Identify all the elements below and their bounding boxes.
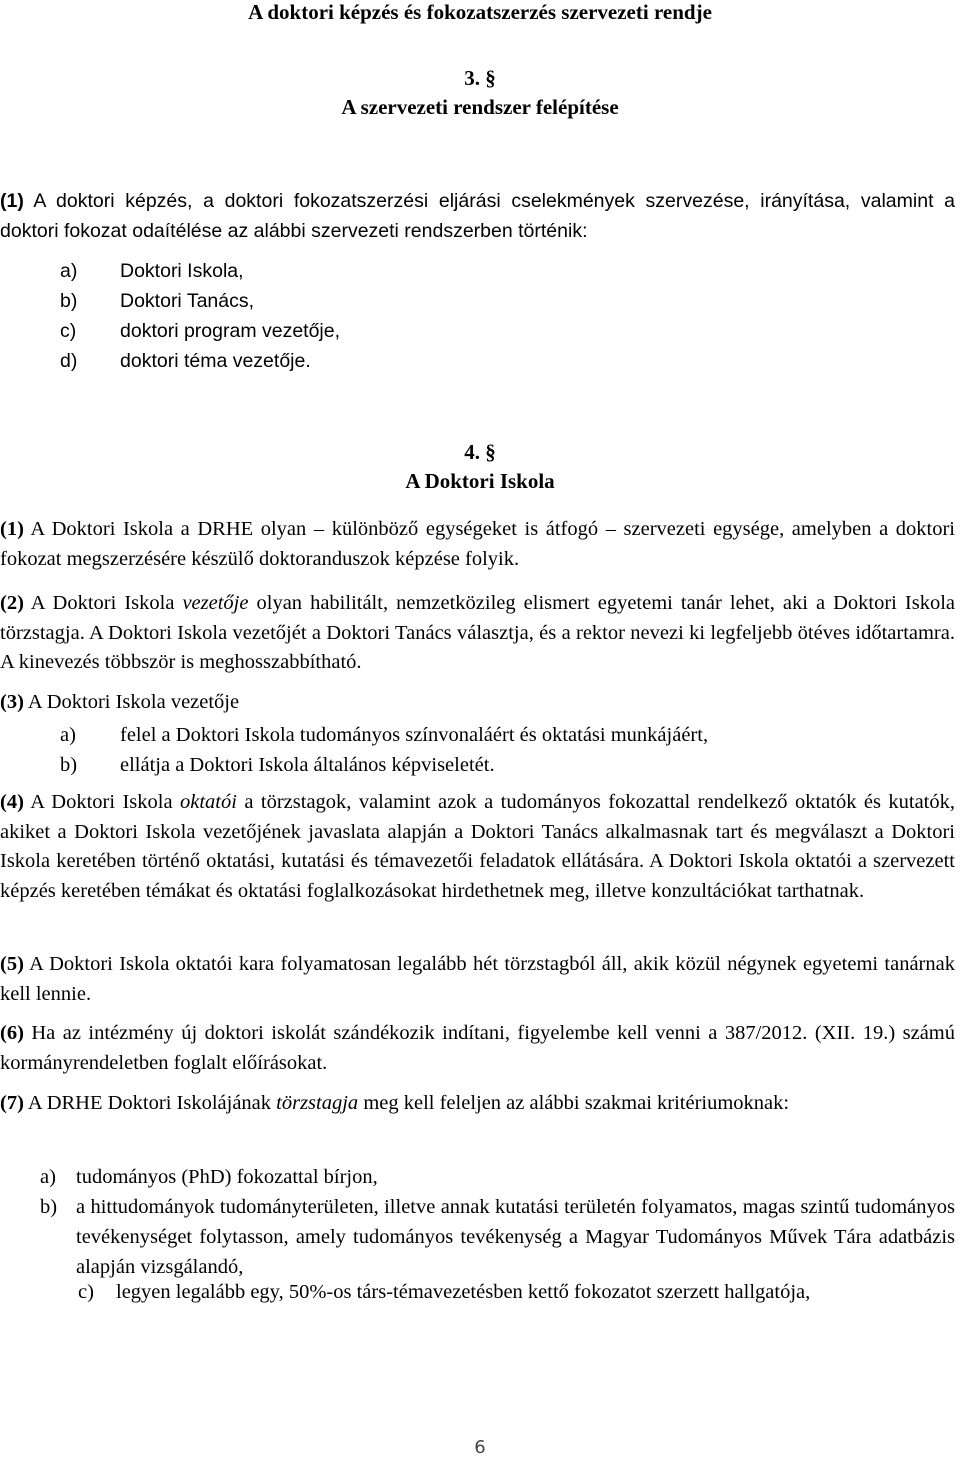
paragraph-text: A Doktori Iskola a DRHE olyan – különböző egységeket is átfogó – szervezeti egysége, amelyben a doktori fokozat megszerzésére készülő doktoranduszok képzése folyik. [0,518,955,570]
list-text: Doktori Iskola, [120,260,244,282]
list-marker: a) [40,1166,56,1188]
paragraph-text: A doktori képzés, a doktori fokozatszerzési eljárási cselekmények szervezése, irányítása, valamint a doktori fokozat odaítélése az alábbi szervezeti rendszerben történik: [0,190,955,242]
section-4-paragraph-4 [0,788,955,906]
paragraph-number: (1) [0,190,24,212]
section-4-number: 4. § [464,440,496,464]
list-text: tudományos (PhD) fokozattal bírjon, [76,1166,378,1188]
list-marker: b) [60,754,78,776]
paragraph-text: A Doktori Iskola vezetője [23,691,240,713]
paragraph-text: olyan habilitált, nemzetközileg elismert egyetemi tanár lehet, aki a Doktori Iskola törzstagja. A Doktori Iskola vezetőjét a Doktori Tanács választja, és a rektor nevezi ki legfeljebb ötéves időtartamra. A kinevezés többször is meghosszabbítható. [0,592,955,673]
paragraph-number: (7) [0,1092,24,1114]
list-text: Doktori Tanács, [120,290,255,312]
list-text: doktori téma vezetője. [120,350,311,372]
list-text: legyen legalább egy, 50%-os társ-témavezetésben kettő fokozatot szerzett hallgatója, [116,1281,811,1303]
paragraph-text: Ha az intézmény új doktori iskolát szándékozik indítani, figyelembe kell venni a 387/2012. (XII. 19.) számú kormányrendeletben foglalt előírásokat. [0,1022,955,1074]
paragraph-number: (6) [0,1022,24,1044]
paragraph-number: (5) [0,953,24,975]
paragraph-text: meg kell feleljen az alábbi szakmai kritériumoknak: [358,1092,790,1114]
list-text: doktori program vezetője, [120,320,341,342]
list-marker: c) [78,1281,94,1303]
section-4-paragraph-7 [0,1089,955,1119]
paragraph-number: (2) [0,592,24,614]
section-3-number: 3. § [464,66,496,90]
list-text: felel a Doktori Iskola tudományos színvonaláért és oktatási munkájáért, [120,724,709,746]
list-marker: a) [60,260,78,282]
section-4-paragraph-5 [0,950,955,1009]
paragraph-number: (4) [0,791,24,813]
list-text: ellátja a Doktori Iskola általános képviseletét. [120,754,495,776]
paragraph-text: A Doktori Iskola oktatói kara folyamatosan legalább hét törzstagból áll, akik közül négynek egyetemi tanárnak kell lennie. [0,953,955,1005]
emphasis-text: törzstagja [276,1092,359,1114]
list-marker: a) [60,724,76,746]
paragraph-text: A Doktori Iskola [23,791,181,813]
list-text: a hittudományok tudományterületen, illetve annak kutatási területén folyamatos, magas szintű tudományos tevékenységet folytasson, amely tudományos tevékenység a Magyar Tudományos Művek Tára adatbázis alapján vizsgálandó, [76,1196,955,1278]
section-3-heading: A szervezeti rendszer felépítése [341,95,619,119]
paragraph-number: (1) [0,518,24,540]
list-marker: b) [60,290,78,312]
list-marker: c) [60,320,77,342]
section-3-paragraph-1 [0,187,955,246]
section-4-paragraph-3 [0,688,955,718]
section-4-heading: A Doktori Iskola [405,469,555,493]
paragraph-number: (3) [0,691,24,713]
list-marker: b) [40,1196,58,1218]
list-marker: d) [60,350,78,372]
paragraph-text: A Doktori Iskola [23,592,183,614]
section-4-paragraph-6 [0,1019,955,1078]
list-item [40,1192,955,1282]
paragraph-text: A DRHE Doktori Iskolájának [23,1092,277,1114]
paragraph-text: a törzstagok, valamint azok a tudományos fokozattal rendelkező oktatók és kutatók, akiket a Doktori Iskola vezetőjének javaslata alapján a Doktori Tanács alkalmasnak tart és megválaszt a Doktori Iskola keretében történő oktatási, kutatási és témavezetői feladatok ellátására. A Doktori Iskola oktatói a szervezett képzés keretében témákat és oktatási foglalkozásokat hirdethetnek meg, illetve konzultációkat tarthatnak. [0,791,956,902]
emphasis-text: vezetője [182,592,249,614]
section-4-paragraph-2 [0,589,955,678]
emphasis-text: oktatói [180,791,237,813]
page-title: A doktori képzés és fokozatszerzés szervezeti rendje [248,0,712,24]
section-4-paragraph-1 [0,515,955,574]
page-number: 6 [474,1437,486,1458]
